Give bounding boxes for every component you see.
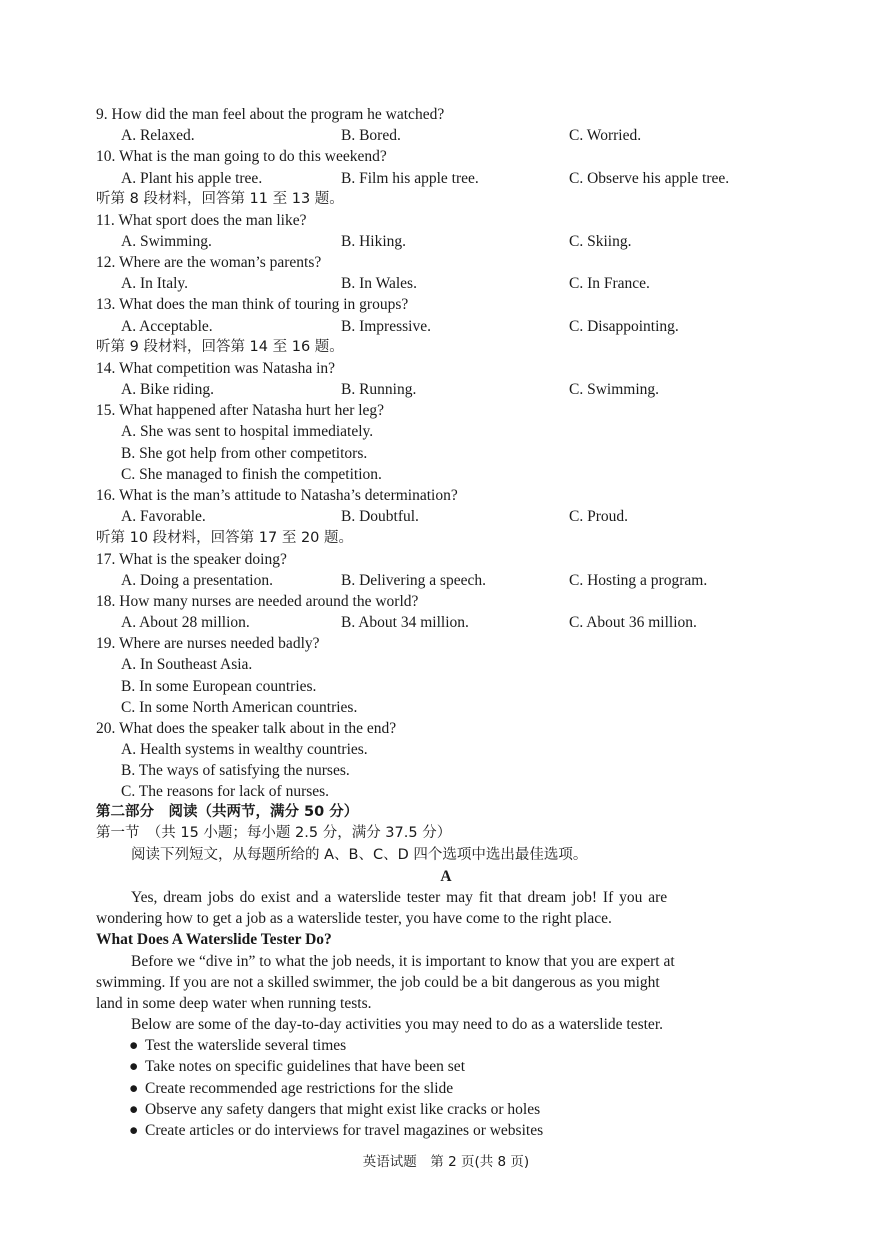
options-11: [0, 231, 892, 252]
option-b: B. In some European countries.: [121, 678, 317, 695]
option-b: B. About 34 million.: [341, 614, 469, 631]
question-19: [0, 633, 892, 654]
option-c: C. Worried.: [569, 127, 642, 144]
instruction-segment-9: 听第 9 段材料，回答第 14 至 16 题。: [96, 339, 344, 355]
bullet-dot-icon: ●: [129, 1037, 139, 1054]
option-b: B. She got help from other competitors.: [121, 445, 368, 462]
question-text: 9. How did the man feel about the program he watched?: [96, 106, 445, 123]
option-a: A. Health systems in wealthy countries.: [121, 741, 368, 758]
option-c: C. Swimming.: [569, 381, 660, 398]
option-b: B. Running.: [341, 381, 417, 398]
section1-title: 第一节 （共 15 小题；每小题 2.5 分，满分 37.5 分）: [96, 825, 452, 841]
option-c: C. The reasons for lack of nurses.: [121, 783, 330, 800]
instruction-segment-10: 听第 10 段材料，回答第 17 至 20 题。: [96, 530, 354, 546]
option-15-c: [0, 464, 892, 485]
option-a: A. In Southeast Asia.: [121, 656, 253, 673]
question-text: 16. What is the man’s attitude to Natasha’s determination?: [96, 487, 458, 504]
options-13: [0, 316, 892, 337]
option-a: A. Favorable.: [121, 508, 206, 525]
option-b: B. Impressive.: [341, 318, 431, 335]
question-text: 13. What does the man think of touring in groups?: [96, 296, 409, 313]
question-17: [0, 549, 892, 570]
bullet-item: ● Take notes on specific guidelines that have been set: [129, 1058, 465, 1075]
option-a: A. Relaxed.: [121, 127, 195, 144]
bullet-dot-icon: ●: [129, 1058, 139, 1075]
question-text: 12. Where are the woman’s parents?: [96, 254, 322, 271]
bullet-item: ● Create recommended age restrictions for the slide: [129, 1080, 454, 1097]
bullet-item: ● Observe any safety dangers that might exist like cracks or holes: [129, 1101, 541, 1118]
passage-paragraph-3: Below are some of the day-to-day activities you may need to do as a waterslide tester.: [131, 1016, 663, 1033]
option-c: C. Hosting a program.: [569, 572, 708, 589]
bullet-item: ● Create articles or do interviews for travel magazines or websites: [129, 1122, 544, 1139]
options-12: [0, 273, 892, 294]
option-b: B. Hiking.: [341, 233, 407, 250]
question-16: [0, 485, 892, 506]
option-15-a: [0, 421, 892, 442]
option-a: A. Bike riding.: [121, 381, 214, 398]
question-20: [0, 718, 892, 739]
reading-directions: 阅读下列短文，从每题所给的 A、B、C、D 四个选项中选出最佳选项。: [131, 847, 588, 863]
question-13: [0, 294, 892, 315]
question-12: [0, 252, 892, 273]
option-15-b: [0, 443, 892, 464]
option-a: A. Swimming.: [121, 233, 212, 250]
options-9: [0, 125, 892, 146]
option-19-c: [0, 697, 892, 718]
page-footer: 英语试题 第 2 页(共 8 页): [362, 1154, 530, 1170]
option-20-c: [0, 781, 892, 802]
option-19-b: [0, 676, 892, 697]
part2-title: 第二部分 阅读（共两节，满分 50 分）: [96, 804, 359, 820]
bullet-dot-icon: ●: [129, 1122, 139, 1139]
passage-paragraph-2-line-2: swimming. If you are not a skilled swimmer, the job could be a bit dangerous as you might: [96, 974, 660, 991]
options-18: [0, 612, 892, 633]
option-c: C. In some North American countries.: [121, 699, 358, 716]
option-a: A. In Italy.: [121, 275, 189, 292]
option-b: B. Delivering a speech.: [341, 572, 487, 589]
option-c: C. She managed to finish the competition.: [121, 466, 382, 483]
option-c: C. Proud.: [569, 508, 628, 525]
options-17: [0, 570, 892, 591]
question-text: 15. What happened after Natasha hurt her leg?: [96, 402, 385, 419]
option-a: A. She was sent to hospital immediately.: [121, 423, 374, 440]
option-c: C. Observe his apple tree.: [569, 170, 730, 187]
instruction-segment-8: 听第 8 段材料，回答第 11 至 13 题。: [96, 191, 344, 207]
passage-letter: A: [440, 868, 452, 885]
question-text: 18. How many nurses are needed around the world?: [96, 593, 419, 610]
question-9: [0, 104, 892, 125]
option-b: B. Doubtful.: [341, 508, 419, 525]
option-b: B. The ways of satisfying the nurses.: [121, 762, 350, 779]
option-a: A. About 28 million.: [121, 614, 250, 631]
option-b: B. Film his apple tree.: [341, 170, 479, 187]
bullet-item: ● Test the waterslide several times: [129, 1037, 347, 1054]
option-c: C. Disappointing.: [569, 318, 679, 335]
option-a: A. Acceptable.: [121, 318, 213, 335]
option-c: C. Skiing.: [569, 233, 632, 250]
passage-paragraph-2-line-1: Before we “dive in” to what the job needs, it is important to know that you are expert at: [131, 953, 675, 970]
option-20-a: [0, 739, 892, 760]
question-14: [0, 358, 892, 379]
option-20-b: [0, 760, 892, 781]
option-c: C. In France.: [569, 275, 650, 292]
question-text: 17. What is the speaker doing?: [96, 551, 287, 568]
bullet-dot-icon: ●: [129, 1080, 139, 1097]
question-15: [0, 400, 892, 421]
option-b: B. Bored.: [341, 127, 401, 144]
question-10: [0, 146, 892, 167]
option-a: A. Doing a presentation.: [121, 572, 273, 589]
question-text: 14. What competition was Natasha in?: [96, 360, 336, 377]
passage-paragraph-1-line-2: wondering how to get a job as a waterslide tester, you have come to the right place.: [96, 910, 612, 927]
option-c: C. About 36 million.: [569, 614, 697, 631]
passage-heading: What Does A Waterslide Tester Do?: [96, 931, 332, 948]
passage-paragraph-2-line-3: land in some deep water when running tests.: [96, 995, 372, 1012]
option-a: A. Plant his apple tree.: [121, 170, 263, 187]
question-18: [0, 591, 892, 612]
question-text: 19. Where are nurses needed badly?: [96, 635, 320, 652]
option-19-a: [0, 654, 892, 675]
question-text: 10. What is the man going to do this weekend?: [96, 148, 387, 165]
question-text: 11. What sport does the man like?: [96, 212, 307, 229]
options-16: [0, 506, 892, 527]
options-14: [0, 379, 892, 400]
options-10: [0, 168, 892, 189]
bullet-dot-icon: ●: [129, 1101, 139, 1118]
question-11: [0, 210, 892, 231]
question-text: 20. What does the speaker talk about in the end?: [96, 720, 397, 737]
passage-paragraph-1-line-1: Yes, dream jobs do exist and a waterslide tester may fit that dream job! If you are: [131, 889, 668, 906]
option-b: B. In Wales.: [341, 275, 417, 292]
